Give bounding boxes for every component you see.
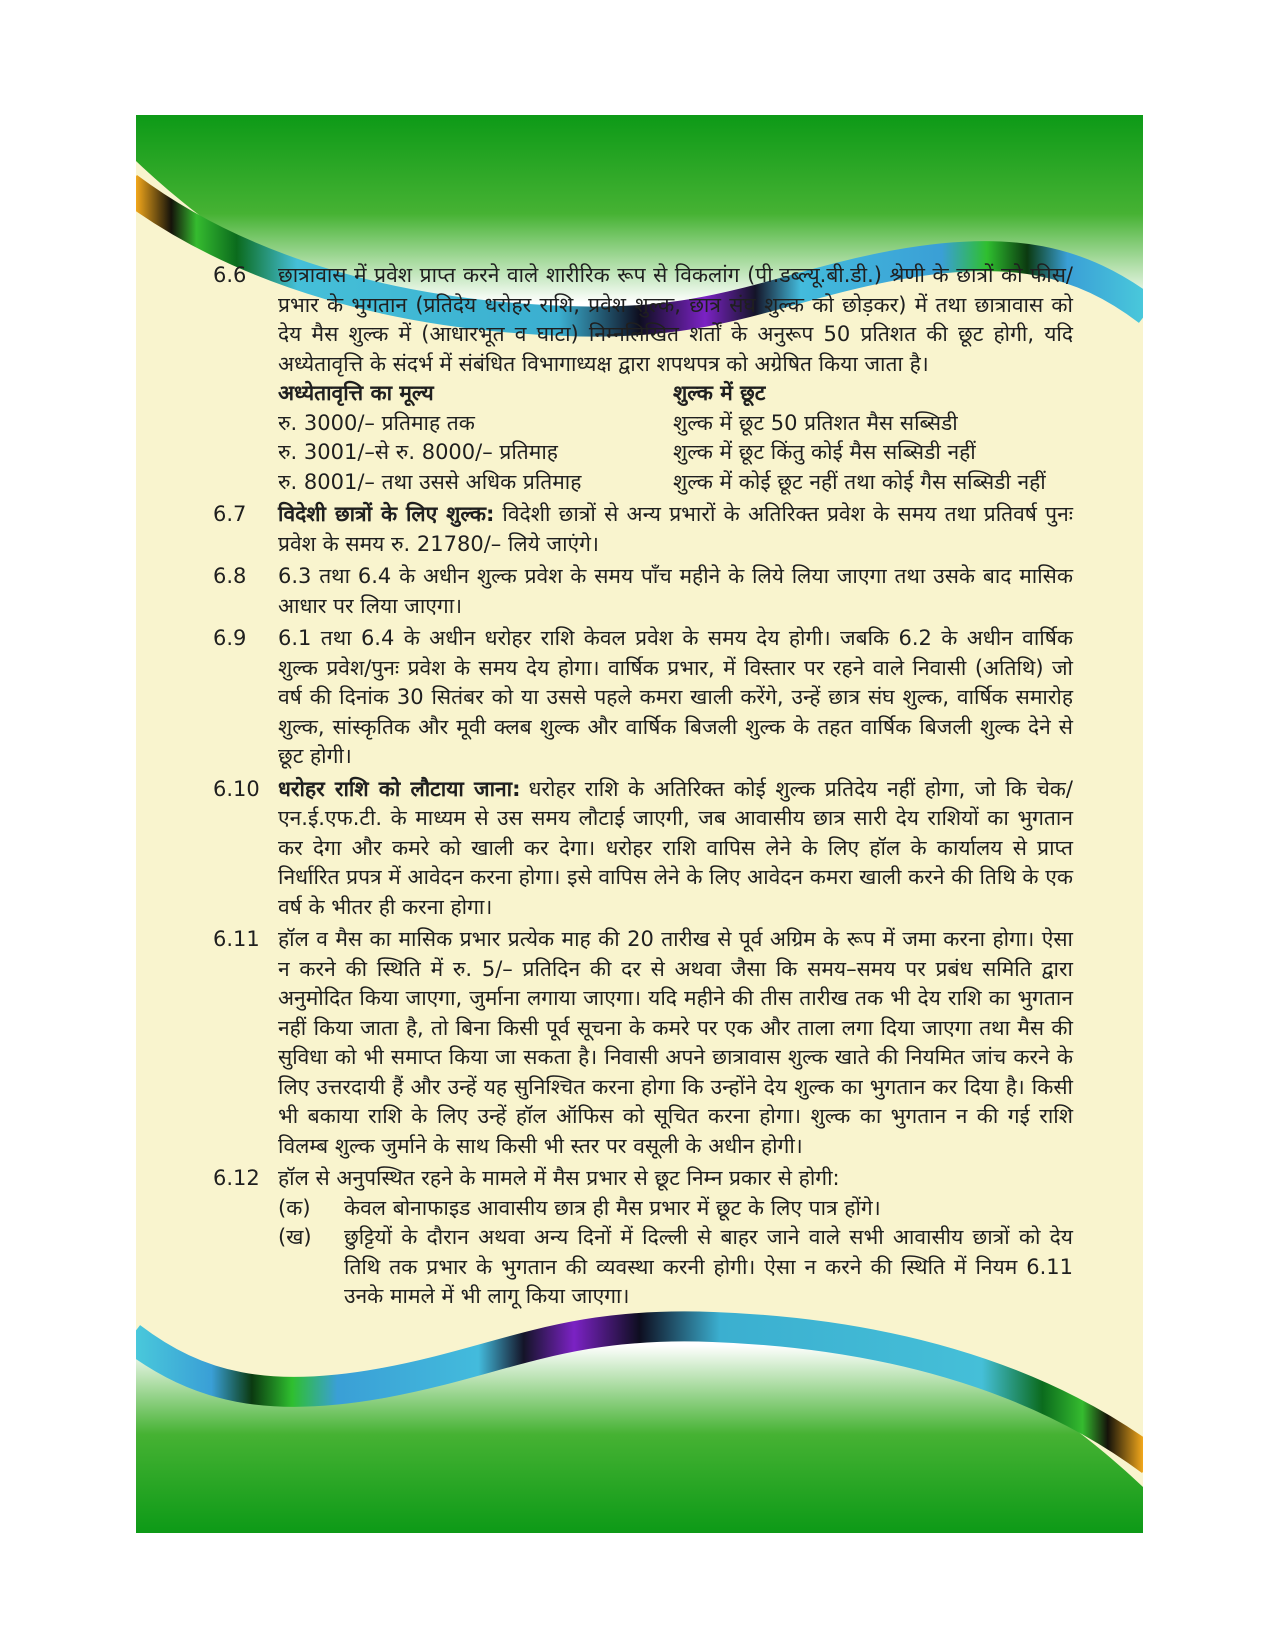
- section-text: [278, 261, 1073, 497]
- section-6-11-text: हॉल व मैस का मासिक प्रभार प्रत्येक माह की 20 तारीख से पूर्व अग्रिम के रूप में जमा करना होगा। ऐसा न करने की स्थिति में रु. 5/– प्रतिदिन की दर से अथवा जैसा कि समय–समय पर प्रबंध समिति द्वारा अनुमोदित किया जाएगा, जुर्माना लगाया जाएगा। यदि महीने की तीस तारीख तक भी देय राशि का भुगतान नहीं किया जाता है, तो बिना किसी पूर्व सूचना के कमरे पर एक और ताला लगा दिया जाएगा तथा मैस की सुविधा को भी समाप्त किया जा सकता है। निवासी अपने छात्रावास शुल्क खाते की नियमित जांच करने के लिए उत्तरदायी हैं और उन्हें यह सुनिश्चित करना होगा कि उन्होंने देय शुल्क का भुगतान कर दिया है। किसी भी बकाया राशि के लिए उन्हें हॉल ऑफिस को सूचित करना होगा। शुल्क का भुगतान न की गई राशि विलम्ब शुल्क जुर्माने के साथ किसी भी स्तर पर वसूली के अधीन होगी।: [278, 927, 1073, 1158]
- section-6-7: [213, 500, 1073, 559]
- fee-value-cell: रु. 3000/– प्रतिमाह तक: [278, 410, 475, 435]
- fee-table-header-row: [278, 379, 1073, 409]
- section-6-9-text: 6.1 तथा 6.4 के अधीन धरोहर राशि केवल प्रवेश के समय देय होगी। जबकि 6.2 के अधीन वार्षिक शुल्क प्रवेश/पुनः प्रवेश के समय देय होगा। वार्षिक प्रभार, में विस्तार पर रहने वाले निवासी (अतिथि) जो वर्ष की दिनांक 30 सितंबर को या उससे पहले कमरा खाली करेंगे, उन्हें छात्र संघ शुल्क, वार्षिक समारोह शुल्क, सांस्कृतिक और मूवी क्लब शुल्क और वार्षिक बिजली शुल्क के तहत वार्षिक बिजली शुल्क देने से छूट होगी।: [278, 626, 1073, 768]
- section-6-7-text: विदेशी छात्रों से अन्य प्रभारों के अतिरिक्त प्रवेश के समय तथा प्रतिवर्ष पुनः प्रवेश के समय रु. 21780/– लिये जाएंगे।: [278, 502, 1073, 556]
- section-number: 6.12: [213, 1166, 260, 1190]
- subitem-ka: [278, 1194, 1073, 1224]
- section-6-12-text: हॉल से अनुपस्थित रहने के मामले में मैस प्रभार से छूट निम्न प्रकार से होगी:: [278, 1166, 840, 1190]
- section-number: 6.7: [213, 502, 247, 526]
- section-6-10: [213, 775, 1073, 923]
- section-6-9: [213, 624, 1073, 772]
- section-6-6: [213, 261, 1073, 497]
- section-6-8-text: 6.3 तथा 6.4 के अधीन शुल्क प्रवेश के समय पाँच महीने के लिये लिया जाएगा तथा उसके बाद मासिक आधार पर लिया जाएगा।: [278, 564, 1073, 618]
- section-6-11: [213, 925, 1073, 1161]
- section-6-10-text: धरोहर राशि के अतिरिक्त कोई शुल्क प्रतिदेय नहीं होगा, जो कि चेक/एन.ई.एफ.टी. के माध्यम से उस समय लौटाई जाएगी, जब आवासीय छात्र सारी देय राशियों का भुगतान कर देगा और कमरे को खाली कर देगा। धरोहर राशि वापिस लेने के लिए हॉल के कार्यालय से प्राप्त निर्धारित प्रपत्र में आवेदन करना होगा। इसे वापिस लेने के लिए आवेदन कमरा खाली करने की तिथि के एक वर्ष के भीतर ही करना होगा।: [278, 776, 1073, 919]
- fee-table-header-value: अध्येतावृत्ति का मूल्य: [278, 381, 434, 405]
- fee-table-row: [278, 468, 1073, 498]
- subitem-label: (क): [278, 1195, 311, 1220]
- subitem-label: (ख): [278, 1225, 312, 1249]
- fee-table-row: [278, 409, 1073, 439]
- fee-table-header-discount: शुल्क में छूट: [673, 381, 766, 405]
- section-text: [278, 500, 1073, 559]
- section-number: 6.6: [213, 263, 247, 287]
- fellowship-fee-table: [278, 379, 1073, 497]
- fee-discount-cell: शुल्क में कोई छूट नहीं तथा कोई गैस सब्सिडी नहीं: [673, 469, 1046, 494]
- section-6-6-text: छात्रावास में प्रवेश प्राप्त करने वाले शारीरिक रूप से विकलांग (पी.डब्ल्यू.बी.डी.) श्रेणी के छात्रों को फीस/प्रभार के भुगतान (प्रतिदेय धरोहर राशि, प्रवेश शुल्क, छात्र संघ शुल्क को छोड़कर) में तथा छात्रावास को देय मैस शुल्क में (आधारभूत व घाटा) निम्नलिखित शर्तों के अनुरूप 50 प्रतिशत की छूट होगी, यदि अध्येतावृत्ति के संदर्भ में संबंधित विभागाध्यक्ष द्वारा शपथपत्र को अग्रेषित किया जाता है।: [278, 263, 1073, 376]
- bottom-wave-banner: [136, 1288, 1143, 1533]
- section-number: 6.11: [213, 927, 260, 951]
- section-text: [278, 775, 1073, 923]
- fee-value-cell: रु. 8001/– तथा उससे अधिक प्रतिमाह: [278, 469, 582, 494]
- fee-discount-cell: शुल्क में छूट किंतु कोई मैस सब्सिडी नहीं: [673, 440, 976, 464]
- rules-text-block: [213, 261, 1073, 1315]
- subitem-kha-text: छुट्टियों के दौरान अथवा अन्य दिनों में दिल्ली से बाहर जाने वाले सभी आवासीय छात्रों को देय तिथि तक प्रभार के भुगतान की व्यवस्था करनी होगी। ऐसा न करने की स्थिति में नियम 6.11 उनके मामले में भी लागू किया जाएगा।: [344, 1225, 1073, 1308]
- fee-table-row: [278, 438, 1073, 468]
- section-number: 6.8: [213, 564, 247, 588]
- subitem-ka-text: केवल बोनाफाइड आवासीय छात्र ही मैस प्रभार में छूट के लिए पात्र होंगे।: [344, 1195, 881, 1220]
- document-page: [136, 115, 1143, 1533]
- fee-discount-cell: शुल्क में छूट 50 प्रतिशत मैस सब्सिडी: [673, 410, 958, 435]
- section-6-7-heading: विदेशी छात्रों के लिए शुल्क:: [278, 502, 495, 526]
- section-6-8: [213, 562, 1073, 621]
- fee-value-cell: रु. 3001/–से रु. 8000/– प्रतिमाह: [278, 440, 558, 464]
- section-number: 6.9: [213, 626, 247, 650]
- section-number: 6.10: [213, 776, 260, 801]
- section-6-10-heading: धरोहर राशि को लौटाया जाना:: [278, 776, 521, 801]
